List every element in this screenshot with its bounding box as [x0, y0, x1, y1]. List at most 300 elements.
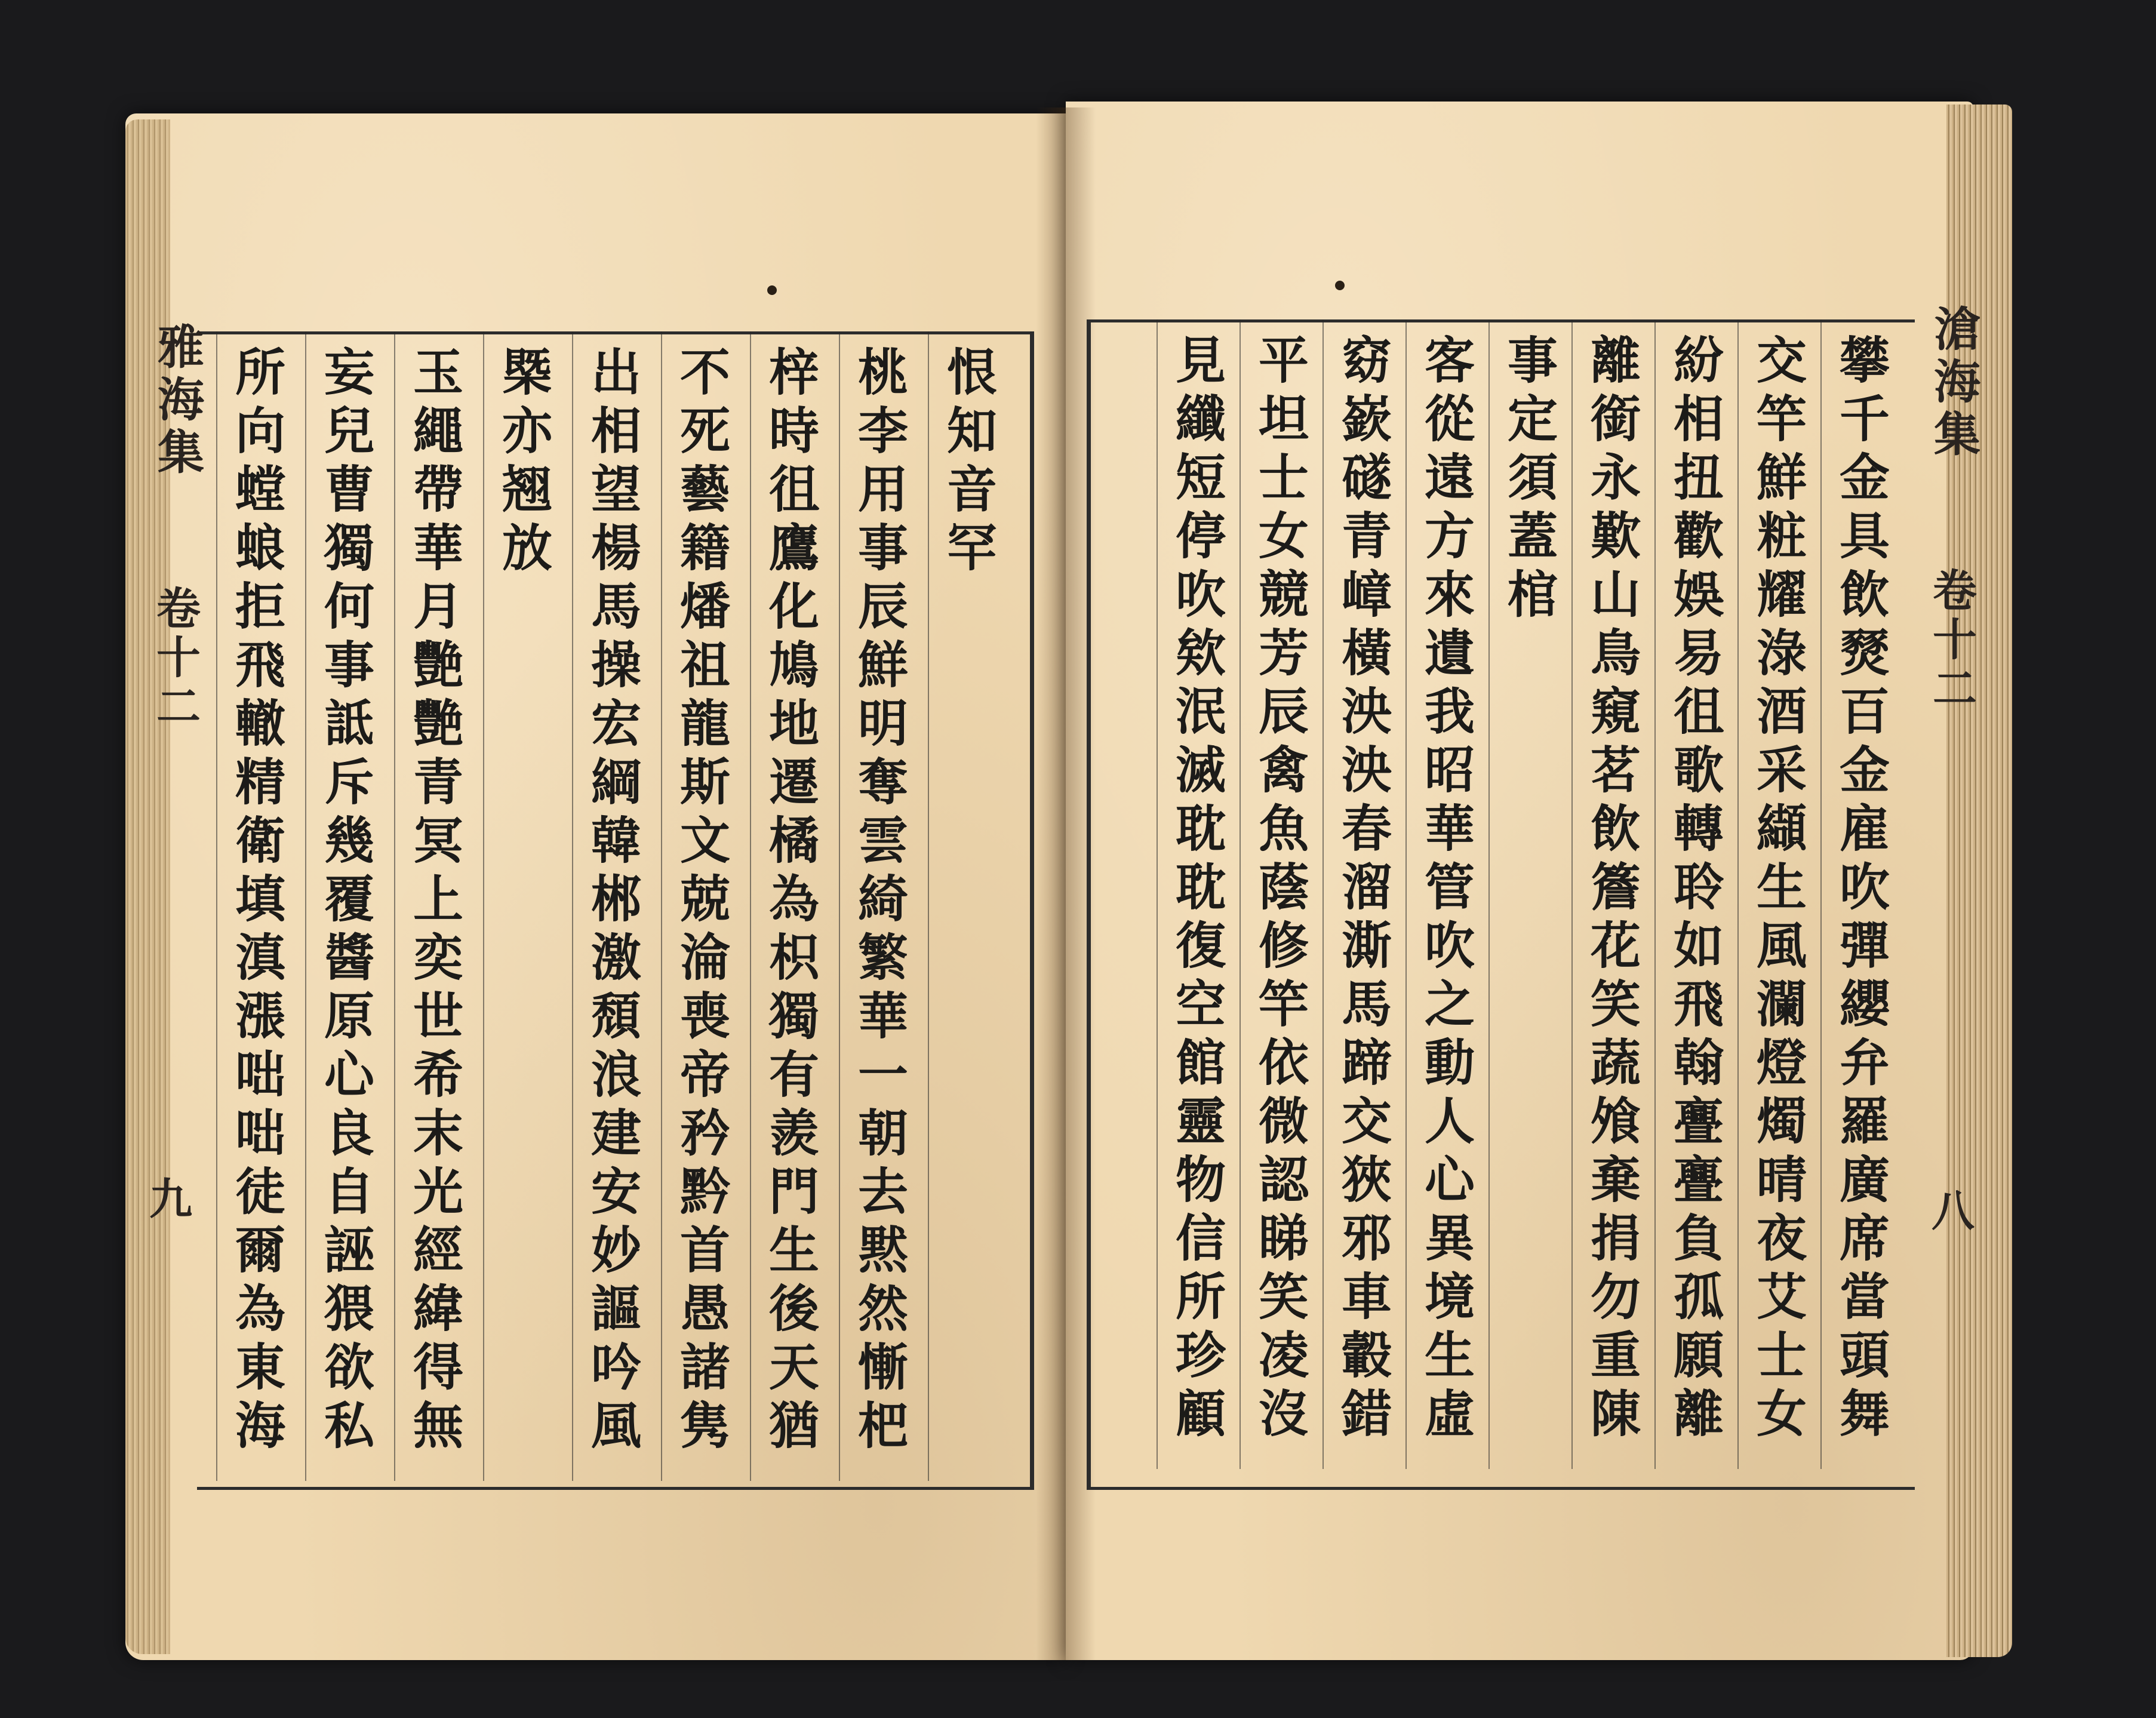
character: 橫 — [1341, 623, 1392, 683]
character: 妙 — [590, 1221, 641, 1280]
character: 桃 — [857, 343, 908, 402]
character: 辰 — [1258, 682, 1309, 741]
character: 衛 — [235, 811, 285, 870]
right-margin-volume — [1920, 567, 1983, 714]
character: 舞 — [1839, 1384, 1890, 1443]
character: 淥 — [1756, 623, 1807, 683]
text-column — [1172, 331, 1229, 1443]
character: 管 — [1424, 858, 1475, 917]
character: 緯 — [413, 1279, 463, 1338]
character: 珍 — [1175, 1326, 1226, 1385]
character: 滅 — [1175, 740, 1226, 800]
character: 空 — [1175, 975, 1226, 1034]
character: 羅 — [1839, 1092, 1890, 1151]
character: 帶 — [413, 460, 463, 519]
character: 咄 — [235, 1104, 285, 1163]
character: 頹 — [590, 986, 641, 1046]
character: 欸 — [1175, 623, 1226, 683]
character: 自 — [324, 1162, 374, 1221]
character: 芳 — [1258, 623, 1309, 683]
text-column — [499, 343, 556, 577]
text-column — [1753, 331, 1810, 1443]
character: 歎 — [1590, 506, 1641, 566]
character: 時 — [768, 401, 819, 460]
character: 纖 — [1175, 389, 1226, 448]
character: 青 — [413, 752, 463, 812]
character: 雲 — [857, 811, 908, 870]
character: 斥 — [324, 752, 374, 812]
character: 良 — [324, 1104, 374, 1163]
character: 須 — [1507, 448, 1558, 507]
character: 帝 — [679, 1045, 730, 1104]
character: 轉 — [1673, 799, 1724, 858]
character: 平 — [1258, 331, 1309, 390]
character: 艷 — [413, 694, 463, 753]
character: 歡 — [1673, 506, 1724, 566]
character: 竿 — [1258, 975, 1309, 1034]
character: 千 — [1839, 389, 1890, 448]
character: 客 — [1424, 331, 1475, 390]
character: 宏 — [590, 694, 641, 753]
character: 士 — [1756, 1326, 1807, 1385]
column-rule — [928, 331, 929, 1481]
character: 競 — [1258, 565, 1309, 624]
character: 雇 — [1839, 799, 1890, 858]
character: 簷 — [1590, 858, 1641, 917]
column-rule — [1405, 319, 1407, 1469]
character: 知 — [946, 401, 997, 460]
character: 動 — [1424, 1033, 1475, 1092]
character: 私 — [324, 1396, 374, 1455]
character: 飧 — [1590, 1092, 1641, 1151]
column-rule — [661, 331, 662, 1481]
character: 覆 — [324, 869, 374, 929]
character: 上 — [413, 869, 463, 929]
character: 棄 — [1590, 1150, 1641, 1209]
character: 艷 — [413, 635, 463, 694]
character: 黙 — [857, 1221, 908, 1280]
character: 風 — [1756, 916, 1807, 975]
character: 鳩 — [768, 635, 819, 694]
character: 窺 — [1590, 682, 1641, 741]
character: 坦 — [1258, 389, 1309, 448]
character: 人 — [1424, 1092, 1475, 1151]
character: 依 — [1258, 1033, 1309, 1092]
character: 澌 — [1341, 916, 1392, 975]
character: 馬 — [1341, 975, 1392, 1034]
character: 詆 — [324, 694, 374, 753]
character: 頭 — [1839, 1326, 1890, 1385]
character: 車 — [1341, 1267, 1392, 1326]
character: 離 — [1673, 1384, 1724, 1443]
column-rule — [1820, 319, 1822, 1469]
character: 朝 — [857, 1104, 908, 1163]
character: 吹 — [1424, 916, 1475, 975]
character: 花 — [1590, 916, 1641, 975]
character: 籍 — [679, 518, 730, 577]
character: 為 — [768, 869, 819, 929]
character: 所 — [1175, 1267, 1226, 1326]
character: 何 — [324, 577, 374, 636]
character: 吹 — [1839, 858, 1890, 917]
column-rule — [1157, 319, 1158, 1469]
character: 晴 — [1756, 1150, 1807, 1209]
column-rule — [483, 331, 484, 1481]
text-column — [1338, 331, 1395, 1443]
character: 東 — [235, 1338, 285, 1397]
text-column — [410, 343, 467, 1455]
left-folio: 九 — [149, 1173, 193, 1224]
character: 燹 — [1839, 623, 1890, 683]
character: 嶔 — [1341, 389, 1392, 448]
character: 後 — [768, 1279, 819, 1338]
character: 燈 — [1756, 1033, 1807, 1092]
character: 虛 — [1424, 1384, 1475, 1443]
character: 修 — [1258, 916, 1309, 975]
character: 信 — [1175, 1209, 1226, 1268]
text-column — [1255, 331, 1312, 1443]
character: 耽 — [1175, 799, 1226, 858]
character: 咄 — [235, 1045, 285, 1104]
character: 沒 — [1258, 1384, 1309, 1443]
character: 綺 — [857, 869, 908, 929]
character: 停 — [1175, 506, 1226, 566]
character: 繩 — [413, 401, 463, 460]
character: 見 — [1175, 331, 1226, 390]
text-column — [321, 343, 378, 1455]
text-column — [676, 343, 734, 1455]
character: 泱 — [1341, 740, 1392, 800]
character: 艾 — [1756, 1267, 1807, 1326]
character: 捐 — [1590, 1209, 1641, 1268]
character: 謳 — [590, 1279, 641, 1338]
character: 離 — [1590, 331, 1641, 390]
character: 猥 — [324, 1279, 374, 1338]
left-margin-title — [143, 322, 210, 480]
character: 昭 — [1424, 740, 1475, 800]
character: 明 — [857, 694, 908, 753]
character: 鮮 — [857, 635, 908, 694]
character: 耽 — [1175, 858, 1226, 917]
character: 錯 — [1341, 1384, 1392, 1443]
character: 精 — [235, 752, 285, 812]
character: 出 — [590, 343, 641, 402]
character: 遠 — [1424, 448, 1475, 507]
character: 杷 — [857, 1396, 908, 1455]
character: 恨 — [946, 343, 997, 402]
character: 轂 — [1341, 1326, 1392, 1385]
margin-volume-text: 卷十二 — [1926, 567, 1977, 714]
character: 事 — [857, 518, 908, 577]
column-rule — [1322, 319, 1324, 1469]
character: 陳 — [1590, 1384, 1641, 1443]
column-rule — [216, 331, 217, 1481]
character: 來 — [1424, 565, 1475, 624]
character: 棺 — [1507, 565, 1558, 624]
text-column — [1587, 331, 1644, 1443]
character: 弁 — [1839, 1033, 1890, 1092]
character: 百 — [1839, 682, 1890, 741]
character: 經 — [413, 1221, 463, 1280]
character: 玉 — [413, 343, 463, 402]
character: 藝 — [679, 460, 730, 519]
character: 攀 — [1839, 331, 1890, 390]
character: 楊 — [590, 518, 641, 577]
character: 彈 — [1839, 916, 1890, 975]
character: 橘 — [768, 811, 819, 870]
margin-title-text: 雅海集 — [150, 322, 204, 480]
character: 女 — [1258, 506, 1309, 566]
character: 希 — [413, 1045, 463, 1104]
character: 聆 — [1673, 858, 1724, 917]
character: 原 — [324, 986, 374, 1046]
character: 華 — [413, 518, 463, 577]
character: 生 — [1756, 858, 1807, 917]
character: 所 — [235, 343, 285, 402]
character: 螳 — [235, 460, 285, 519]
character: 微 — [1258, 1092, 1309, 1151]
character: 願 — [1673, 1326, 1724, 1385]
character: 華 — [1424, 799, 1475, 858]
character: 鮮 — [1756, 448, 1807, 507]
character: 曹 — [324, 460, 374, 519]
character: 妄 — [324, 343, 374, 402]
character: 黔 — [679, 1162, 730, 1221]
character: 凌 — [1258, 1326, 1309, 1385]
character: 負 — [1673, 1209, 1724, 1268]
character: 海 — [235, 1396, 285, 1455]
character: 欲 — [324, 1338, 374, 1397]
column-rule — [305, 331, 306, 1481]
character: 喪 — [679, 986, 730, 1046]
character: 狹 — [1341, 1150, 1392, 1209]
column-rule — [1571, 319, 1573, 1469]
character: 異 — [1424, 1209, 1475, 1268]
text-column — [1670, 331, 1727, 1443]
character: 去 — [857, 1162, 908, 1221]
character: 館 — [1175, 1033, 1226, 1092]
character: 羨 — [768, 1104, 819, 1163]
character: 銜 — [1590, 389, 1641, 448]
character: 夜 — [1756, 1209, 1807, 1268]
character: 誣 — [324, 1221, 374, 1280]
character: 燭 — [1756, 1092, 1807, 1151]
character: 易 — [1673, 623, 1724, 683]
character: 吹 — [1175, 565, 1226, 624]
character: 徂 — [768, 460, 819, 519]
character: 兒 — [324, 401, 374, 460]
margin-title-text: 滄海集 — [1926, 305, 1980, 462]
character: 幾 — [324, 811, 374, 870]
character: 之 — [1424, 975, 1475, 1034]
character: 飲 — [1590, 799, 1641, 858]
character: 心 — [324, 1045, 374, 1104]
character: 韓 — [590, 811, 641, 870]
character: 生 — [1424, 1326, 1475, 1385]
character: 吟 — [590, 1338, 641, 1397]
character: 溜 — [1341, 858, 1392, 917]
text-column — [943, 343, 1001, 577]
character: 激 — [590, 928, 641, 987]
character: 睇 — [1258, 1209, 1309, 1268]
character: 魚 — [1258, 799, 1309, 858]
character: 春 — [1341, 799, 1392, 858]
character: 邪 — [1341, 1209, 1392, 1268]
character: 金 — [1839, 740, 1890, 800]
character: 爾 — [235, 1221, 285, 1280]
character: 首 — [679, 1221, 730, 1280]
character: 泱 — [1341, 682, 1392, 741]
character: 歌 — [1673, 740, 1724, 800]
character: 末 — [413, 1104, 463, 1163]
character: 獨 — [768, 986, 819, 1046]
right-margin-title — [1920, 305, 1986, 462]
character: 翘 — [502, 460, 552, 519]
character: 繁 — [857, 928, 908, 987]
left-margin-volume — [143, 585, 207, 732]
text-column — [232, 343, 289, 1455]
character: 泯 — [1175, 682, 1226, 741]
character: 重 — [1590, 1326, 1641, 1385]
character: 青 — [1341, 506, 1392, 566]
character: 光 — [413, 1162, 463, 1221]
character: 交 — [1756, 331, 1807, 390]
character: 辰 — [857, 577, 908, 636]
text-column — [1836, 331, 1893, 1443]
character: 向 — [235, 401, 285, 460]
character: 兢 — [679, 869, 730, 929]
character: 獨 — [324, 518, 374, 577]
character: 顧 — [1175, 1384, 1226, 1443]
character: 方 — [1424, 506, 1475, 566]
character: 飛 — [1673, 975, 1724, 1034]
character: 女 — [1756, 1384, 1807, 1443]
column-rule — [750, 331, 751, 1481]
right-folio: 八 — [1932, 1185, 1975, 1236]
column-rule — [839, 331, 840, 1481]
character: 冥 — [413, 811, 463, 870]
character: 席 — [1839, 1209, 1890, 1268]
character: 笑 — [1258, 1267, 1309, 1326]
character: 猶 — [768, 1396, 819, 1455]
character: 漲 — [235, 986, 285, 1046]
character: 生 — [768, 1221, 819, 1280]
character: 勿 — [1590, 1267, 1641, 1326]
column-rule — [1240, 319, 1241, 1469]
character: 扭 — [1673, 448, 1724, 507]
character: 蜋 — [235, 518, 285, 577]
character: 轍 — [235, 694, 285, 753]
column-rule — [572, 331, 573, 1481]
character: 遺 — [1424, 623, 1475, 683]
character: 靈 — [1175, 1092, 1226, 1151]
character: 認 — [1258, 1150, 1309, 1209]
character: 操 — [590, 635, 641, 694]
character: 復 — [1175, 916, 1226, 975]
character: 祖 — [679, 635, 730, 694]
character: 粧 — [1756, 506, 1807, 566]
character: 滇 — [235, 928, 285, 987]
character: 李 — [857, 401, 908, 460]
character: 枳 — [768, 928, 819, 987]
character: 奕 — [413, 928, 463, 987]
character: 如 — [1673, 916, 1724, 975]
character: 纈 — [1756, 799, 1807, 858]
character: 飛 — [235, 635, 285, 694]
character: 金 — [1839, 448, 1890, 507]
character: 郴 — [590, 869, 641, 929]
character: 死 — [679, 401, 730, 460]
character: 飲 — [1839, 565, 1890, 624]
text-column — [1421, 331, 1478, 1443]
character: 瀾 — [1756, 975, 1807, 1034]
character: 具 — [1839, 506, 1890, 566]
character: 諸 — [679, 1338, 730, 1397]
character: 矜 — [679, 1104, 730, 1163]
character: 無 — [413, 1396, 463, 1455]
character: 交 — [1341, 1092, 1392, 1151]
character: 綱 — [590, 752, 641, 812]
character: 放 — [502, 518, 552, 577]
character: 事 — [1507, 331, 1558, 390]
character: 孤 — [1673, 1267, 1724, 1326]
character: 梓 — [768, 343, 819, 402]
character: 耀 — [1756, 565, 1807, 624]
character: 士 — [1258, 448, 1309, 507]
character: 蔬 — [1590, 1033, 1641, 1092]
character: 拒 — [235, 577, 285, 636]
character: 龍 — [679, 694, 730, 753]
character: 化 — [768, 577, 819, 636]
character: 遷 — [768, 752, 819, 812]
character: 酒 — [1756, 682, 1807, 741]
character: 纓 — [1839, 975, 1890, 1034]
character: 采 — [1756, 740, 1807, 800]
character: 紛 — [1673, 331, 1724, 390]
character: 徂 — [1673, 682, 1724, 741]
character: 蓋 — [1507, 506, 1558, 566]
character: 斯 — [679, 752, 730, 812]
character: 窈 — [1341, 331, 1392, 390]
character: 醬 — [324, 928, 374, 987]
character: 不 — [679, 343, 730, 402]
binding-hole — [767, 285, 777, 295]
character: 然 — [857, 1279, 908, 1338]
character: 蔭 — [1258, 858, 1309, 917]
text-column — [765, 343, 823, 1455]
character: 亦 — [502, 401, 552, 460]
character: 世 — [413, 986, 463, 1046]
character: 茗 — [1590, 740, 1641, 800]
character: 風 — [590, 1396, 641, 1455]
character: 境 — [1424, 1267, 1475, 1326]
character: 礈 — [1341, 448, 1392, 507]
character: 文 — [679, 811, 730, 870]
character: 有 — [768, 1045, 819, 1104]
character: 馬 — [590, 577, 641, 636]
character: 鷹 — [768, 518, 819, 577]
character: 慚 — [857, 1338, 908, 1397]
text-column — [854, 343, 912, 1455]
character: 當 — [1839, 1267, 1890, 1326]
character: 槩 — [502, 343, 552, 402]
character: 笑 — [1590, 975, 1641, 1034]
character: 廣 — [1839, 1150, 1890, 1209]
character: 為 — [235, 1279, 285, 1338]
character: 建 — [590, 1104, 641, 1163]
character: 從 — [1424, 389, 1475, 448]
character: 天 — [768, 1338, 819, 1397]
